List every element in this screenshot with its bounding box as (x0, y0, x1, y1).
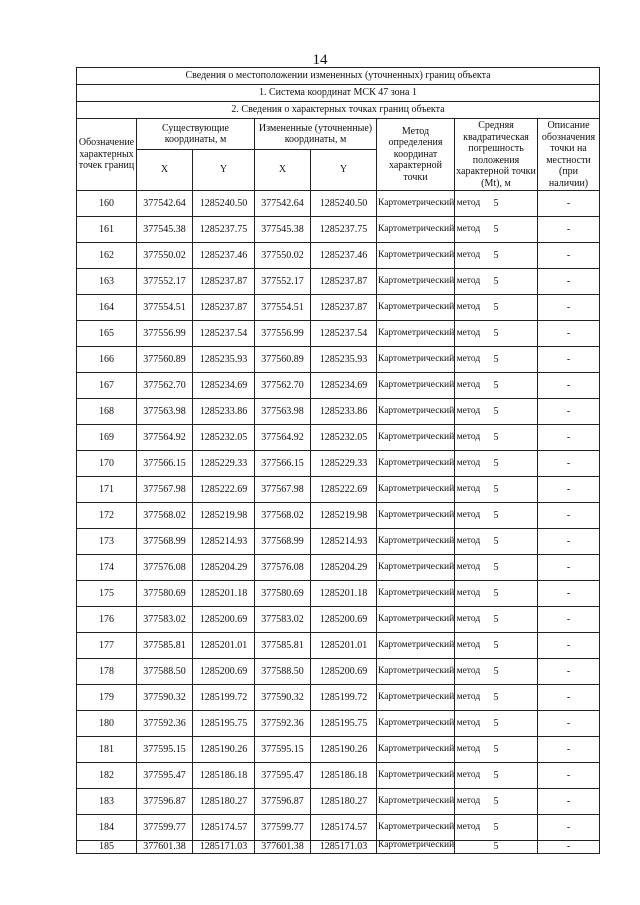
table-row (77, 217, 600, 243)
existing-y-cell: 1285240.50 (193, 191, 255, 217)
changed-y-cell: 1285204.29 (311, 555, 377, 581)
method-cell: Картометрический метод (377, 373, 455, 399)
error-cell: 5 (455, 711, 538, 737)
table-row (77, 269, 600, 295)
changed-y-cell: 1285233.86 (311, 399, 377, 425)
changed-x-cell: 377576.08 (255, 555, 311, 581)
error-cell: 5 (455, 789, 538, 815)
changed-x-cell: 377542.64 (255, 191, 311, 217)
method-cell: Картометрический метод (377, 789, 455, 815)
error-cell: 5 (455, 321, 538, 347)
error-cell: 5 (455, 243, 538, 269)
error-cell: 5 (455, 659, 538, 685)
changed-y-cell: 1285219.98 (311, 503, 377, 529)
changed-y-cell: 1285200.69 (311, 607, 377, 633)
description-cell: - (538, 607, 600, 633)
point-id-cell: 179 (77, 685, 137, 711)
col-description-header: Описание обозначения точки на местности (при наличии) (538, 119, 600, 191)
col-error-header: Средняя квадратическая погрешность положения характерной точки (Mt), м (456, 120, 536, 189)
method-cell: Картометрический метод (377, 399, 455, 425)
existing-x-cell: 377568.02 (137, 503, 193, 529)
method-cell: Картометрический метод (377, 529, 455, 555)
existing-y-cell: 1285237.87 (193, 295, 255, 321)
point-id-cell: 171 (77, 477, 137, 503)
existing-x-cell: 377592.36 (137, 711, 193, 737)
error-cell: 5 (455, 633, 538, 659)
existing-x-cell: 377563.98 (137, 399, 193, 425)
table-row (77, 529, 600, 555)
existing-x-cell: 377552.17 (137, 269, 193, 295)
point-id-cell: 177 (77, 633, 137, 659)
existing-y-cell: 1285237.87 (193, 269, 255, 295)
method-cell: Картометрический метод (377, 269, 455, 295)
point-id-cell: 165 (77, 321, 137, 347)
error-cell: 5 (455, 347, 538, 373)
page-number: 14 (312, 52, 328, 68)
method-cell: Картометрический метод (377, 685, 455, 711)
description-cell: - (538, 321, 600, 347)
error-cell: 5 (455, 555, 538, 581)
existing-y-cell: 1285200.69 (193, 607, 255, 633)
existing-y-cell: 1285234.69 (193, 373, 255, 399)
method-cell: Картометрический метод (377, 555, 455, 581)
point-id-cell: 168 (77, 399, 137, 425)
table-row (77, 815, 600, 841)
changed-y-cell: 1285201.18 (311, 581, 377, 607)
method-cell: Картометрический метод (377, 321, 455, 347)
error-cell: 5 (455, 269, 538, 295)
method-cell: Картометрический метод (377, 191, 455, 217)
changed-y-cell: 1285237.87 (311, 295, 377, 321)
changed-y-cell: 1285237.75 (311, 217, 377, 243)
section-title: 2. Сведения о характерных точках границ объекта (77, 102, 600, 119)
description-cell: - (538, 191, 600, 217)
table-row (77, 581, 600, 607)
existing-y-cell: 1285195.75 (193, 711, 255, 737)
changed-y-cell: 1285199.72 (311, 685, 377, 711)
point-id-cell: 173 (77, 529, 137, 555)
method-cell: Картометрический метод (377, 477, 455, 503)
method-cell: Картометрический метод (377, 711, 455, 737)
existing-x-cell: 377576.08 (137, 555, 193, 581)
changed-x-cell: 377599.77 (255, 815, 311, 841)
existing-x-cell: 377566.15 (137, 451, 193, 477)
changed-x-cell: 377567.98 (255, 477, 311, 503)
description-cell: - (538, 347, 600, 373)
description-cell: - (538, 451, 600, 477)
changed-x-cell: 377583.02 (255, 607, 311, 633)
table-row (77, 607, 600, 633)
existing-y-cell: 1285235.93 (193, 347, 255, 373)
point-id-cell: 169 (77, 425, 137, 451)
existing-x-cell: 377595.15 (137, 737, 193, 763)
existing-y-cell: 1285174.57 (193, 815, 255, 841)
error-cell: 5 (455, 295, 538, 321)
changed-x-cell: 377560.89 (255, 347, 311, 373)
changed-y-cell: 1285190.26 (311, 737, 377, 763)
description-cell: - (538, 243, 600, 269)
existing-y-cell: 1285190.26 (193, 737, 255, 763)
point-id-cell: 163 (77, 269, 137, 295)
description-cell: - (538, 373, 600, 399)
error-cell: 5 (455, 529, 538, 555)
method-cell: Картометрический (377, 841, 455, 854)
existing-x-cell: 377562.70 (137, 373, 193, 399)
error-cell: 5 (455, 581, 538, 607)
existing-x-cell: 377568.99 (137, 529, 193, 555)
description-cell: - (538, 503, 600, 529)
col-changed-header: Измененные (уточненные) координаты, м (255, 119, 377, 150)
changed-y-cell: 1285186.18 (311, 763, 377, 789)
description-cell: - (538, 269, 600, 295)
changed-y-cell: 1285214.93 (311, 529, 377, 555)
point-id-cell: 164 (77, 295, 137, 321)
method-cell: Картометрический метод (377, 295, 455, 321)
table-row (77, 633, 600, 659)
table-row (77, 841, 600, 854)
changed-y-cell: 1285232.05 (311, 425, 377, 451)
col-x2-header: X (255, 150, 311, 191)
error-cell: 5 (455, 815, 538, 841)
existing-x-cell: 377560.89 (137, 347, 193, 373)
existing-y-cell: 1285237.54 (193, 321, 255, 347)
changed-y-cell: 1285229.33 (311, 451, 377, 477)
error-cell: 5 (455, 217, 538, 243)
existing-y-cell: 1285214.93 (193, 529, 255, 555)
table-row (77, 555, 600, 581)
existing-x-cell: 377588.50 (137, 659, 193, 685)
changed-x-cell: 377564.92 (255, 425, 311, 451)
table-row (77, 659, 600, 685)
changed-x-cell: 377566.15 (255, 451, 311, 477)
changed-x-cell: 377592.36 (255, 711, 311, 737)
changed-y-cell: 1285237.87 (311, 269, 377, 295)
changed-y-cell: 1285235.93 (311, 347, 377, 373)
method-cell: Картометрический метод (377, 217, 455, 243)
changed-x-cell: 377596.87 (255, 789, 311, 815)
existing-y-cell: 1285201.01 (193, 633, 255, 659)
table-row (77, 503, 600, 529)
table-row (77, 711, 600, 737)
changed-y-cell: 1285234.69 (311, 373, 377, 399)
method-cell: Картометрический метод (377, 815, 455, 841)
description-cell: - (538, 841, 600, 854)
table-row (77, 399, 600, 425)
col-x-header: X (137, 150, 193, 191)
col-existing-header: Существующие координаты, м (137, 119, 255, 150)
error-cell: 5 (455, 763, 538, 789)
col-designation-header: Обозначение характерных точек границ (77, 119, 137, 191)
description-cell: - (538, 555, 600, 581)
existing-y-cell: 1285199.72 (193, 685, 255, 711)
changed-x-cell: 377568.99 (255, 529, 311, 555)
point-id-cell: 182 (77, 763, 137, 789)
description-cell: - (538, 581, 600, 607)
existing-y-cell: 1285171.03 (193, 841, 255, 854)
table-row (77, 451, 600, 477)
method-cell: Картометрический метод (377, 425, 455, 451)
changed-x-cell: 377601.38 (255, 841, 311, 854)
changed-y-cell: 1285237.54 (311, 321, 377, 347)
table-row (77, 477, 600, 503)
error-cell: 5 (455, 373, 538, 399)
changed-x-cell: 377595.47 (255, 763, 311, 789)
changed-x-cell: 377588.50 (255, 659, 311, 685)
table-row (77, 347, 600, 373)
error-cell: 5 (455, 191, 538, 217)
changed-x-cell: 377585.81 (255, 633, 311, 659)
description-cell: - (538, 815, 600, 841)
description-cell: - (538, 217, 600, 243)
existing-y-cell: 1285201.18 (193, 581, 255, 607)
existing-y-cell: 1285200.69 (193, 659, 255, 685)
changed-y-cell: 1285171.03 (311, 841, 377, 854)
error-cell: 5 (455, 737, 538, 763)
existing-y-cell: 1285233.86 (193, 399, 255, 425)
method-cell: Картометрический метод (377, 633, 455, 659)
error-cell: 5 (455, 399, 538, 425)
changed-x-cell: 377545.38 (255, 217, 311, 243)
point-id-cell: 178 (77, 659, 137, 685)
existing-x-cell: 377556.99 (137, 321, 193, 347)
description-cell: - (538, 425, 600, 451)
point-id-cell: 175 (77, 581, 137, 607)
point-id-cell: 162 (77, 243, 137, 269)
method-cell: Картометрический метод (377, 659, 455, 685)
existing-x-cell: 377601.38 (137, 841, 193, 854)
point-id-cell: 176 (77, 607, 137, 633)
point-id-cell: 172 (77, 503, 137, 529)
changed-y-cell: 1285201.01 (311, 633, 377, 659)
existing-y-cell: 1285232.05 (193, 425, 255, 451)
existing-y-cell: 1285229.33 (193, 451, 255, 477)
existing-x-cell: 377585.81 (137, 633, 193, 659)
existing-x-cell: 377542.64 (137, 191, 193, 217)
existing-x-cell: 377583.02 (137, 607, 193, 633)
existing-x-cell: 377596.87 (137, 789, 193, 815)
point-id-cell: 174 (77, 555, 137, 581)
point-id-cell: 161 (77, 217, 137, 243)
existing-y-cell: 1285237.46 (193, 243, 255, 269)
description-cell: - (538, 399, 600, 425)
existing-y-cell: 1285219.98 (193, 503, 255, 529)
method-cell: Картометрический метод (377, 347, 455, 373)
method-cell: Картометрический метод (377, 581, 455, 607)
changed-x-cell: 377554.51 (255, 295, 311, 321)
table-row (77, 321, 600, 347)
changed-y-cell: 1285237.46 (311, 243, 377, 269)
existing-x-cell: 377580.69 (137, 581, 193, 607)
method-cell: Картометрический метод (377, 243, 455, 269)
changed-y-cell: 1285200.69 (311, 659, 377, 685)
table-row (77, 763, 600, 789)
error-cell: 5 (455, 685, 538, 711)
table-row (77, 295, 600, 321)
coordinate-system: 1. Система координат МСК 47 зона 1 (77, 85, 600, 102)
col-y2-header: Y (311, 150, 377, 191)
description-cell: - (538, 763, 600, 789)
method-cell: Картометрический метод (377, 503, 455, 529)
existing-x-cell: 377599.77 (137, 815, 193, 841)
description-cell: - (538, 711, 600, 737)
method-cell: Картометрический метод (377, 607, 455, 633)
error-cell: 5 (455, 477, 538, 503)
description-cell: - (538, 659, 600, 685)
description-cell: - (538, 477, 600, 503)
coordinates-table (76, 67, 600, 854)
existing-x-cell: 377550.02 (137, 243, 193, 269)
point-id-cell: 185 (77, 841, 137, 854)
existing-y-cell: 1285180.27 (193, 789, 255, 815)
changed-x-cell: 377595.15 (255, 737, 311, 763)
point-id-cell: 166 (77, 347, 137, 373)
changed-x-cell: 377550.02 (255, 243, 311, 269)
existing-x-cell: 377590.32 (137, 685, 193, 711)
point-id-cell: 160 (77, 191, 137, 217)
table-row (77, 373, 600, 399)
table-row (77, 737, 600, 763)
table-title: Сведения о местоположении измененных (уточненных) границ объекта (77, 68, 600, 85)
method-cell: Картометрический метод (377, 451, 455, 477)
changed-y-cell: 1285240.50 (311, 191, 377, 217)
changed-y-cell: 1285174.57 (311, 815, 377, 841)
description-cell: - (538, 529, 600, 555)
existing-y-cell: 1285204.29 (193, 555, 255, 581)
table-row (77, 685, 600, 711)
existing-x-cell: 377554.51 (137, 295, 193, 321)
point-id-cell: 167 (77, 373, 137, 399)
changed-y-cell: 1285195.75 (311, 711, 377, 737)
changed-x-cell: 377552.17 (255, 269, 311, 295)
existing-y-cell: 1285237.75 (193, 217, 255, 243)
method-cell: Картометрический метод (377, 763, 455, 789)
existing-x-cell: 377567.98 (137, 477, 193, 503)
existing-y-cell: 1285222.69 (193, 477, 255, 503)
col-y-header: Y (193, 150, 255, 191)
changed-x-cell: 377590.32 (255, 685, 311, 711)
point-id-cell: 180 (77, 711, 137, 737)
table-row (77, 789, 600, 815)
description-cell: - (538, 737, 600, 763)
existing-y-cell: 1285186.18 (193, 763, 255, 789)
table-row (77, 243, 600, 269)
changed-x-cell: 377562.70 (255, 373, 311, 399)
changed-x-cell: 377556.99 (255, 321, 311, 347)
description-cell: - (538, 789, 600, 815)
description-cell: - (538, 295, 600, 321)
error-cell: 5 (455, 503, 538, 529)
error-cell: 5 (455, 451, 538, 477)
col-method-header: Метод определения координат характерной точки (377, 119, 455, 191)
description-cell: - (538, 633, 600, 659)
error-cell: 5 (455, 607, 538, 633)
changed-x-cell: 377568.02 (255, 503, 311, 529)
existing-x-cell: 377564.92 (137, 425, 193, 451)
point-id-cell: 183 (77, 789, 137, 815)
existing-x-cell: 377545.38 (137, 217, 193, 243)
point-id-cell: 170 (77, 451, 137, 477)
error-cell: 5 (455, 425, 538, 451)
table-row (77, 425, 600, 451)
existing-x-cell: 377595.47 (137, 763, 193, 789)
table-row (77, 191, 600, 217)
changed-x-cell: 377563.98 (255, 399, 311, 425)
method-cell: Картометрический метод (377, 737, 455, 763)
changed-y-cell: 1285222.69 (311, 477, 377, 503)
point-id-cell: 181 (77, 737, 137, 763)
error-cell: 5 (455, 841, 538, 854)
description-cell: - (538, 685, 600, 711)
point-id-cell: 184 (77, 815, 137, 841)
changed-x-cell: 377580.69 (255, 581, 311, 607)
changed-y-cell: 1285180.27 (311, 789, 377, 815)
